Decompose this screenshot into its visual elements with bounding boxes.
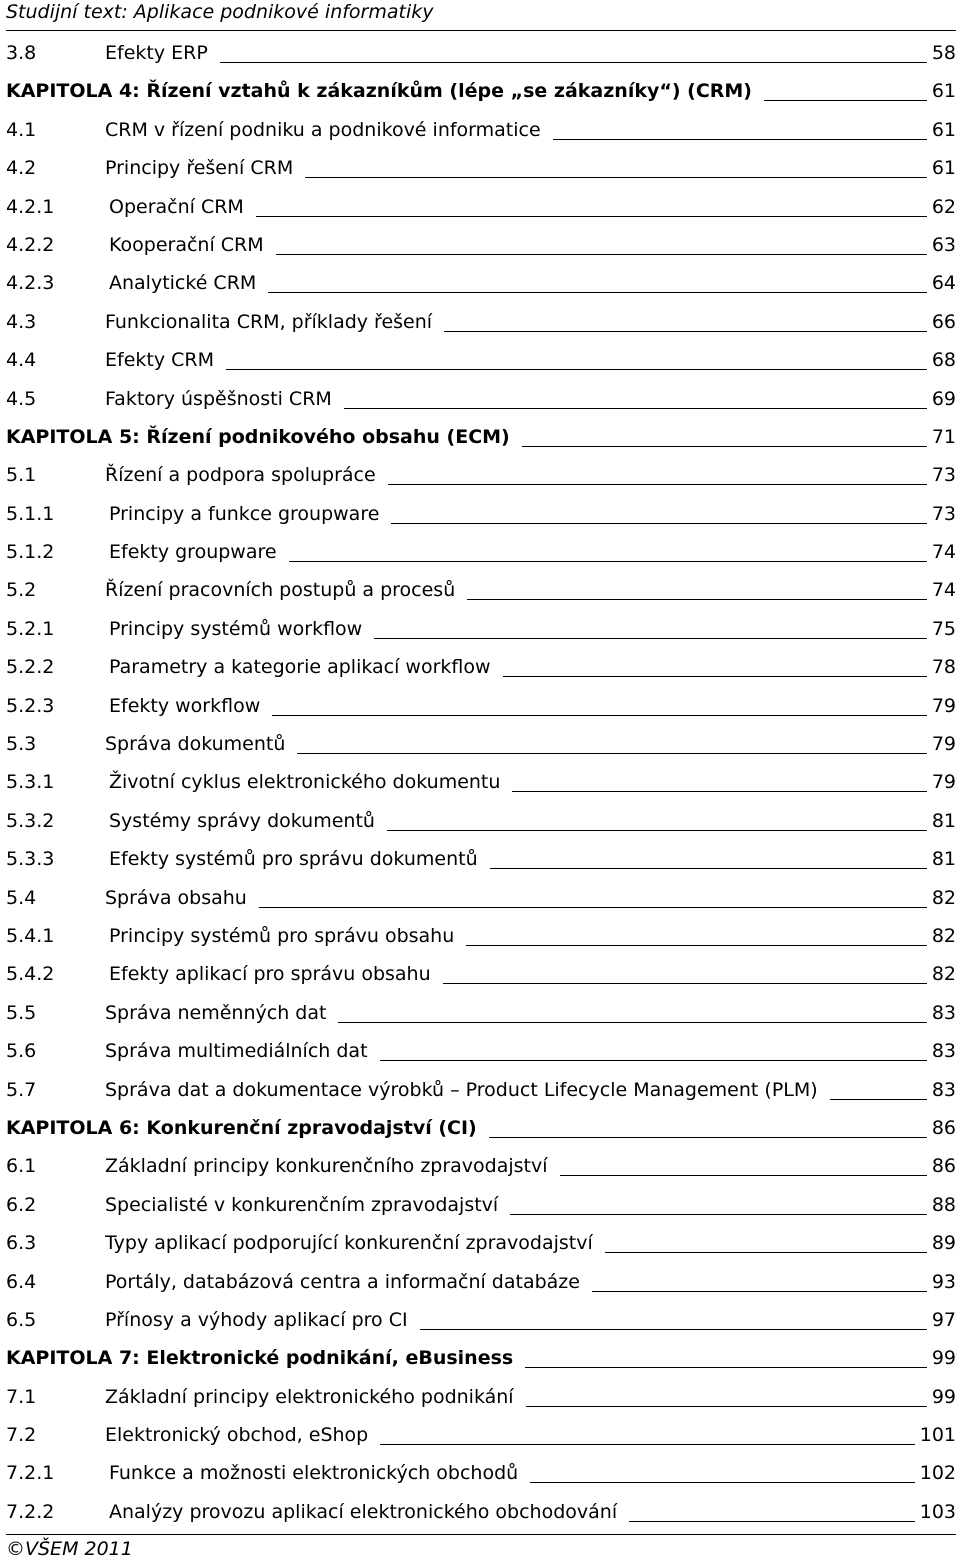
- toc-entry-page: 79: [931, 694, 956, 717]
- toc-entry-page: 82: [931, 924, 956, 947]
- toc-entry[interactable]: [6, 994, 956, 1032]
- toc-entry-title: Principy systémů workflow: [109, 617, 363, 640]
- toc-entry-number: 4.3: [6, 310, 37, 333]
- toc-entry-page: 89: [931, 1232, 956, 1255]
- toc-entry-page: 102: [919, 1462, 956, 1485]
- toc-entry-number: 3.8: [6, 42, 37, 64]
- toc-entry[interactable]: [6, 725, 956, 763]
- toc-entry-title: Efekty systémů pro správu dokumentů: [109, 848, 478, 871]
- toc-entry-title: Efekty aplikací pro správu obsahu: [109, 963, 431, 986]
- page-header: [6, 0, 956, 31]
- toc-entry[interactable]: [6, 1147, 956, 1185]
- toc-entry-page: 64: [931, 272, 956, 295]
- toc-entry-page: 79: [931, 771, 956, 794]
- toc-entry-title: KAPITOLA 7: Elektronické podnikání, eBusiness: [6, 1347, 514, 1370]
- toc-entry-page: 82: [931, 963, 956, 986]
- toc-leader-line: [272, 715, 927, 716]
- toc-entry-page: 75: [931, 617, 956, 640]
- toc-entry-title: Správa multimediálních dat: [105, 1040, 368, 1063]
- toc-entry[interactable]: [6, 687, 956, 725]
- toc-leader-line: [553, 139, 927, 140]
- toc-leader-line: [560, 1175, 927, 1176]
- toc-leader-line: [489, 1137, 927, 1138]
- toc-leader-line: [443, 983, 927, 984]
- toc-entry-page: 81: [931, 848, 956, 871]
- toc-entry-title: Specialisté v konkurenčním zpravodajství: [105, 1193, 499, 1216]
- toc-entry-title: Správa neměnných dat: [105, 1001, 327, 1024]
- toc-entry-page: 101: [919, 1424, 956, 1447]
- toc-leader-line: [629, 1521, 915, 1522]
- toc-leader-line: [380, 1444, 914, 1445]
- toc-entry-number: 4.2.3: [6, 272, 55, 295]
- toc-entry-page: 74: [931, 579, 956, 602]
- toc-entry-title: Principy řešení CRM: [105, 157, 294, 180]
- toc-leader-line: [444, 331, 927, 332]
- toc-entry-number: 6.2: [6, 1193, 37, 1216]
- toc-leader-line: [226, 369, 927, 370]
- toc-leader-line: [512, 791, 926, 792]
- toc-leader-line: [289, 561, 927, 562]
- toc-leader-line: [380, 1060, 927, 1061]
- page-footer: [6, 1534, 956, 1562]
- toc-entry-title: CRM v řízení podniku a podnikové informatice: [105, 118, 541, 141]
- toc-entry-number: 5.5: [6, 1001, 37, 1024]
- toc-entry-title: Přínosy a výhody aplikací pro CI: [105, 1308, 408, 1331]
- toc-leader-line: [526, 1406, 927, 1407]
- toc-leader-line: [510, 1214, 927, 1215]
- toc-entry-page: 83: [931, 1078, 956, 1101]
- toc-entry-number: 7.2.1: [6, 1462, 55, 1485]
- toc-entry[interactable]: [6, 802, 956, 840]
- toc-entry[interactable]: [6, 763, 956, 801]
- toc-entry[interactable]: [6, 111, 956, 149]
- toc-entry-number: 5.3.2: [6, 809, 55, 832]
- toc-entry-title: Analýzy provozu aplikací elektronického obchodování: [109, 1500, 618, 1523]
- toc-entry-title: Systémy správy dokumentů: [109, 809, 375, 832]
- footer-copyright: ©VŠEM 2011: [6, 1538, 133, 1560]
- toc-entry-number: 4.2.1: [6, 195, 55, 218]
- toc-entry-title: Typy aplikací podporující konkurenční zpravodajství: [105, 1232, 593, 1255]
- toc-chapter-entry[interactable]: [6, 418, 956, 456]
- toc-entry-number: 6.5: [6, 1308, 37, 1331]
- toc-entry[interactable]: [6, 34, 956, 72]
- toc-entry-number: 6.1: [6, 1155, 37, 1178]
- toc-entry[interactable]: [6, 264, 956, 302]
- toc-leader-line: [420, 1329, 927, 1330]
- toc-entry[interactable]: [6, 1416, 956, 1454]
- toc-entry[interactable]: [6, 495, 956, 533]
- toc-entry[interactable]: [6, 226, 956, 264]
- toc-entry[interactable]: [6, 456, 956, 494]
- toc-entry-number: 5.3.1: [6, 771, 55, 794]
- toc-entry[interactable]: [6, 1186, 956, 1224]
- toc-entry-title: Efekty groupware: [109, 541, 277, 564]
- toc-entry-number: 5.2.3: [6, 694, 55, 717]
- toc-entry-title: Základní principy konkurenčního zpravodajství: [105, 1155, 548, 1178]
- toc-entry-page: 103: [919, 1500, 956, 1523]
- toc-entry-title: Správa dat a dokumentace výrobků – Product Lifecycle Management (PLM): [105, 1078, 818, 1101]
- toc-entry[interactable]: [6, 571, 956, 609]
- toc-entry-title: Kooperační CRM: [109, 233, 264, 256]
- toc-entry-number: 5.7: [6, 1078, 37, 1101]
- toc-entry[interactable]: [6, 879, 956, 917]
- toc-entry-number: 4.1: [6, 118, 37, 141]
- toc-entry-number: 7.2: [6, 1424, 37, 1447]
- toc-entry[interactable]: [6, 1224, 956, 1262]
- toc-entry-page: 86: [931, 1155, 956, 1178]
- toc-entry-page: 73: [931, 464, 956, 487]
- toc-leader-line: [276, 254, 927, 255]
- toc-entry-number: 5.6: [6, 1040, 37, 1063]
- toc-entry[interactable]: [6, 1301, 956, 1339]
- toc-chapter-entry[interactable]: [6, 1109, 956, 1147]
- toc-entry-number: 5.4: [6, 886, 37, 909]
- toc-entry[interactable]: [6, 1263, 956, 1301]
- toc-entry-page: 73: [931, 502, 956, 525]
- toc-entry[interactable]: [6, 533, 956, 571]
- toc-entry-title: Operační CRM: [109, 195, 244, 218]
- toc-entry-page: 61: [931, 118, 956, 141]
- toc-leader-line: [525, 1367, 927, 1368]
- toc-entry-number: 4.5: [6, 387, 37, 410]
- toc-leader-line: [268, 292, 927, 293]
- toc-entry-page: 69: [931, 387, 956, 410]
- toc-entry[interactable]: [6, 648, 956, 686]
- toc-entry-number: 5.4.1: [6, 924, 55, 947]
- toc-entry[interactable]: [6, 917, 956, 955]
- toc-entry-title: Analytické CRM: [109, 272, 257, 295]
- toc-entry-page: 99: [931, 1385, 956, 1408]
- toc-entry[interactable]: [6, 1493, 956, 1531]
- toc-leader-line: [305, 177, 927, 178]
- toc-entry-title: Parametry a kategorie aplikací workflow: [109, 656, 491, 679]
- toc-leader-line: [220, 62, 927, 63]
- toc-entry-page: 58: [931, 42, 956, 64]
- toc-leader-line: [503, 676, 927, 677]
- toc-entry-number: 5.1.2: [6, 541, 55, 564]
- toc-entry[interactable]: [6, 1032, 956, 1070]
- toc-entry[interactable]: [6, 341, 956, 379]
- toc-entry-number: 4.4: [6, 349, 37, 372]
- toc-leader-line: [338, 1022, 926, 1023]
- toc-leader-line: [530, 1482, 915, 1483]
- toc-entry-page: 71: [931, 425, 956, 448]
- toc-entry-number: 5.4.2: [6, 963, 55, 986]
- toc-entry-number: 6.4: [6, 1270, 37, 1293]
- toc-entry-title: Základní principy elektronického podnikání: [105, 1385, 514, 1408]
- toc-entry-title: Efekty workflow: [109, 694, 261, 717]
- toc-entry-page: 99: [931, 1347, 956, 1370]
- toc-chapter-entry[interactable]: [6, 1339, 956, 1377]
- toc-entry-title: KAPITOLA 6: Konkurenční zpravodajství (CI): [6, 1116, 477, 1139]
- toc-entry[interactable]: [6, 840, 956, 878]
- toc-entry-title: Efekty ERP: [105, 42, 208, 64]
- header-title: Studijní text: Aplikace podnikové informatiky: [6, 1, 434, 23]
- toc-entry-number: 7.1: [6, 1385, 37, 1408]
- toc-entry-number: 6.3: [6, 1232, 37, 1255]
- toc-entry[interactable]: [6, 610, 956, 648]
- toc-leader-line: [764, 100, 927, 101]
- toc-entry-page: 82: [931, 886, 956, 909]
- toc-leader-line: [830, 1099, 927, 1100]
- table-of-contents: [6, 34, 956, 1531]
- toc-leader-line: [259, 907, 927, 908]
- toc-entry-number: 5.2.1: [6, 617, 55, 640]
- toc-entry-title: Elektronický obchod, eShop: [105, 1424, 369, 1447]
- toc-entry-page: 93: [931, 1270, 956, 1293]
- toc-entry-page: 86: [931, 1116, 956, 1139]
- toc-entry-page: 61: [931, 157, 956, 180]
- toc-leader-line: [256, 216, 927, 217]
- toc-entry-page: 83: [931, 1001, 956, 1024]
- toc-entry-page: 63: [931, 233, 956, 256]
- toc-leader-line: [490, 868, 927, 869]
- toc-entry-title: KAPITOLA 4: Řízení vztahů k zákazníkům (lépe „se zákazníky“) (CRM): [6, 80, 752, 103]
- toc-entry-number: 7.2.2: [6, 1500, 55, 1523]
- toc-entry-number: 5.1: [6, 464, 37, 487]
- toc-entry-page: 97: [931, 1308, 956, 1331]
- toc-chapter-entry[interactable]: [6, 72, 956, 110]
- toc-entry-title: Faktory úspěšnosti CRM: [105, 387, 332, 410]
- toc-entry-title: Efekty CRM: [105, 349, 214, 372]
- toc-entry-page: 79: [931, 733, 956, 756]
- toc-leader-line: [592, 1291, 927, 1292]
- toc-entry-page: 81: [931, 809, 956, 832]
- toc-entry-number: 5.3.3: [6, 848, 55, 871]
- toc-entry[interactable]: [6, 955, 956, 993]
- toc-entry[interactable]: [6, 380, 956, 418]
- toc-entry[interactable]: [6, 149, 956, 187]
- toc-entry-number: 4.2: [6, 157, 37, 180]
- toc-entry-page: 61: [931, 80, 956, 103]
- toc-entry[interactable]: [6, 303, 956, 341]
- toc-entry-title: Funkcionalita CRM, příklady řešení: [105, 310, 433, 333]
- toc-entry-title: Správa dokumentů: [105, 733, 286, 756]
- toc-entry-title: Řízení a podpora spolupráce: [105, 464, 376, 487]
- toc-entry-page: 62: [931, 195, 956, 218]
- toc-leader-line: [388, 484, 927, 485]
- toc-entry-number: 5.2: [6, 579, 37, 602]
- toc-leader-line: [605, 1252, 927, 1253]
- toc-entry-title: Portály, databázová centra a informační databáze: [105, 1270, 580, 1293]
- toc-entry-page: 83: [931, 1040, 956, 1063]
- toc-leader-line: [522, 446, 927, 447]
- toc-entry-title: Principy a funkce groupware: [109, 502, 380, 525]
- toc-entry-page: 88: [931, 1193, 956, 1216]
- toc-entry[interactable]: [6, 188, 956, 226]
- toc-leader-line: [374, 638, 927, 639]
- toc-entry-page: 78: [931, 656, 956, 679]
- toc-entry-title: Principy systémů pro správu obsahu: [109, 924, 455, 947]
- toc-entry-page: 74: [931, 541, 956, 564]
- toc-entry-number: 5.1.1: [6, 502, 55, 525]
- toc-entry-title: Životní cyklus elektronického dokumentu: [109, 771, 501, 794]
- toc-leader-line: [344, 408, 927, 409]
- toc-entry-title: Správa obsahu: [105, 886, 247, 909]
- toc-leader-line: [297, 753, 926, 754]
- toc-entry[interactable]: [6, 1378, 956, 1416]
- toc-entry-number: 5.3: [6, 733, 37, 756]
- toc-leader-line: [391, 523, 926, 524]
- toc-entry-number: 5.2.2: [6, 656, 55, 679]
- toc-leader-line: [467, 599, 927, 600]
- toc-entry-title: Funkce a možnosti elektronických obchodů: [109, 1462, 519, 1485]
- toc-leader-line: [466, 945, 927, 946]
- toc-entry-number: 4.2.2: [6, 233, 55, 256]
- toc-entry[interactable]: [6, 1454, 956, 1492]
- toc-leader-line: [387, 830, 927, 831]
- toc-entry-title: KAPITOLA 5: Řízení podnikového obsahu (ECM): [6, 425, 510, 448]
- toc-entry-page: 68: [931, 349, 956, 372]
- toc-entry[interactable]: [6, 1071, 956, 1109]
- toc-entry-title: Řízení pracovních postupů a procesů: [105, 579, 456, 602]
- toc-entry-page: 66: [931, 310, 956, 333]
